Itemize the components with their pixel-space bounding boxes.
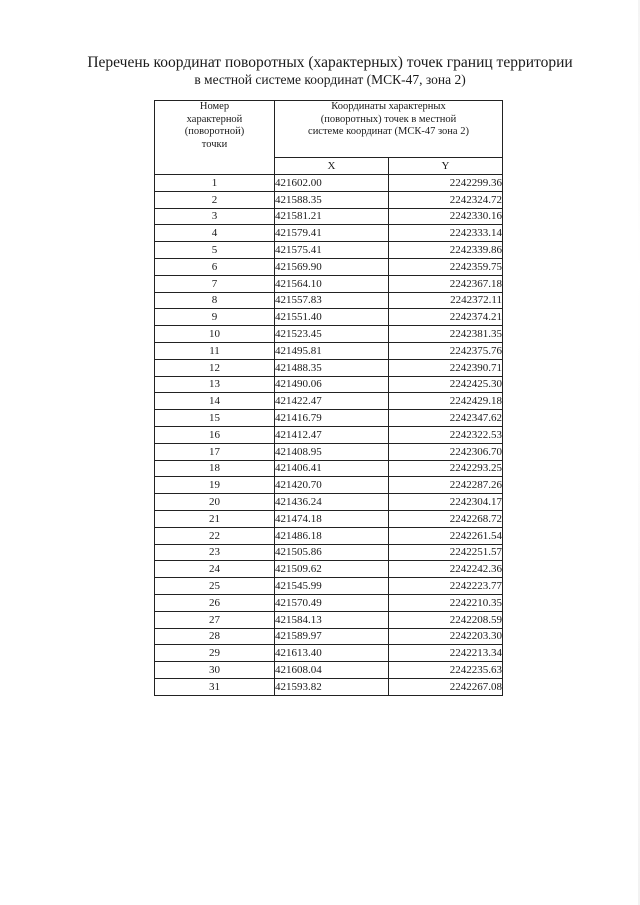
cell-point-number: 25	[155, 578, 275, 595]
cell-point-number: 5	[155, 242, 275, 259]
table-row	[155, 678, 503, 695]
cell-y: 2242381.35	[389, 326, 503, 343]
cell-y: 2242390.71	[389, 359, 503, 376]
cell-y: 2242293.25	[389, 460, 503, 477]
cell-y: 2242339.86	[389, 242, 503, 259]
table-row	[155, 561, 503, 578]
header-num-line: (поворотной)	[184, 126, 245, 137]
cell-y: 2242322.53	[389, 426, 503, 443]
cell-x: 421575.41	[275, 242, 389, 259]
cell-y: 2242367.18	[389, 275, 503, 292]
table-row	[155, 376, 503, 393]
cell-point-number: 13	[155, 376, 275, 393]
table-row	[155, 443, 503, 460]
table-row	[155, 510, 503, 527]
cell-y: 2242347.62	[389, 410, 503, 427]
cell-y: 2242324.72	[389, 191, 503, 208]
table-row	[155, 628, 503, 645]
table-row	[155, 645, 503, 662]
cell-point-number: 22	[155, 527, 275, 544]
table-row	[155, 460, 503, 477]
table-row	[155, 292, 503, 309]
table-row	[155, 275, 503, 292]
cell-x: 421436.24	[275, 494, 389, 511]
cell-point-number: 16	[155, 426, 275, 443]
cell-y: 2242306.70	[389, 443, 503, 460]
table-row	[155, 527, 503, 544]
cell-x: 421474.18	[275, 510, 389, 527]
cell-x: 421589.97	[275, 628, 389, 645]
header-coords-line: Координаты характерных	[331, 101, 446, 112]
cell-point-number: 28	[155, 628, 275, 645]
cell-x: 421613.40	[275, 645, 389, 662]
cell-y: 2242374.21	[389, 309, 503, 326]
table-row	[155, 208, 503, 225]
cell-x: 421412.47	[275, 426, 389, 443]
cell-x: 421486.18	[275, 527, 389, 544]
cell-x: 421545.99	[275, 578, 389, 595]
table-row	[155, 426, 503, 443]
table-row	[155, 611, 503, 628]
cell-y: 2242208.59	[389, 611, 503, 628]
cell-x: 421420.70	[275, 477, 389, 494]
cell-point-number: 17	[155, 443, 275, 460]
cell-x: 421557.83	[275, 292, 389, 309]
cell-point-number: 23	[155, 544, 275, 561]
table-row	[155, 410, 503, 427]
cell-y: 2242304.17	[389, 494, 503, 511]
cell-point-number: 29	[155, 645, 275, 662]
document-title: Перечень координат поворотных (характерных) точек границ территории	[87, 54, 573, 71]
table-row	[155, 662, 503, 679]
cell-point-number: 21	[155, 510, 275, 527]
cell-point-number: 20	[155, 494, 275, 511]
cell-y: 2242429.18	[389, 393, 503, 410]
cell-point-number: 7	[155, 275, 275, 292]
cell-point-number: 15	[155, 410, 275, 427]
cell-x: 421584.13	[275, 611, 389, 628]
coordinates-table	[154, 100, 503, 696]
cell-point-number: 4	[155, 225, 275, 242]
cell-x: 421564.10	[275, 275, 389, 292]
cell-y: 2242359.75	[389, 258, 503, 275]
cell-y: 2242210.35	[389, 594, 503, 611]
cell-y: 2242203.30	[389, 628, 503, 645]
cell-y: 2242372.11	[389, 292, 503, 309]
cell-x: 421416.79	[275, 410, 389, 427]
cell-point-number: 24	[155, 561, 275, 578]
table-body	[155, 175, 503, 696]
cell-point-number: 8	[155, 292, 275, 309]
header-y: Y	[389, 158, 503, 175]
cell-point-number: 2	[155, 191, 275, 208]
cell-y: 2242251.57	[389, 544, 503, 561]
cell-point-number: 14	[155, 393, 275, 410]
cell-x: 421488.35	[275, 359, 389, 376]
cell-x: 421422.47	[275, 393, 389, 410]
cell-x: 421490.06	[275, 376, 389, 393]
table-row	[155, 326, 503, 343]
cell-x: 421509.62	[275, 561, 389, 578]
header-num-line: точки	[201, 138, 228, 150]
table-row	[155, 225, 503, 242]
cell-point-number: 12	[155, 359, 275, 376]
cell-point-number: 10	[155, 326, 275, 343]
cell-x: 421579.41	[275, 225, 389, 242]
cell-x: 421408.95	[275, 443, 389, 460]
table-row	[155, 191, 503, 208]
document-subtitle: в местной системе координат (МСК-47, зона 2)	[194, 72, 466, 87]
cell-y: 2242299.36	[389, 175, 503, 192]
cell-x: 421523.45	[275, 326, 389, 343]
table-row	[155, 544, 503, 561]
header-point-number	[155, 101, 275, 175]
cell-y: 2242235.63	[389, 662, 503, 679]
cell-x: 421551.40	[275, 309, 389, 326]
table-row	[155, 494, 503, 511]
header-coordinates	[275, 101, 503, 158]
cell-x: 421505.86	[275, 544, 389, 561]
table-row	[155, 393, 503, 410]
cell-point-number: 6	[155, 258, 275, 275]
cell-y: 2242268.72	[389, 510, 503, 527]
cell-point-number: 18	[155, 460, 275, 477]
table-row	[155, 578, 503, 595]
cell-y: 2242375.76	[389, 342, 503, 359]
cell-x: 421588.35	[275, 191, 389, 208]
table-row	[155, 175, 503, 192]
cell-x: 421570.49	[275, 594, 389, 611]
cell-point-number: 30	[155, 662, 275, 679]
cell-x: 421593.82	[275, 678, 389, 695]
cell-x: 421569.90	[275, 258, 389, 275]
table-row	[155, 242, 503, 259]
cell-y: 2242333.14	[389, 225, 503, 242]
cell-y: 2242267.08	[389, 678, 503, 695]
header-x: X	[275, 158, 389, 175]
cell-point-number: 27	[155, 611, 275, 628]
cell-point-number: 11	[155, 342, 275, 359]
cell-y: 2242425.30	[389, 376, 503, 393]
table-row	[155, 594, 503, 611]
cell-y: 2242261.54	[389, 527, 503, 544]
table-row	[155, 309, 503, 326]
header-coords-line: (поворотных) точек в местной	[320, 113, 457, 125]
cell-point-number: 31	[155, 678, 275, 695]
cell-point-number: 9	[155, 309, 275, 326]
table-row	[155, 477, 503, 494]
cell-x: 421608.04	[275, 662, 389, 679]
cell-y: 2242223.77	[389, 578, 503, 595]
cell-point-number: 26	[155, 594, 275, 611]
cell-x: 421581.21	[275, 208, 389, 225]
table-row	[155, 258, 503, 275]
cell-y: 2242287.26	[389, 477, 503, 494]
header-num-line: Номер	[199, 101, 230, 112]
cell-point-number: 1	[155, 175, 275, 192]
cell-point-number: 3	[155, 208, 275, 225]
cell-x: 421602.00	[275, 175, 389, 192]
cell-x: 421406.41	[275, 460, 389, 477]
cell-y: 2242330.16	[389, 208, 503, 225]
header-num-line: характерной	[186, 113, 243, 125]
cell-y: 2242213.34	[389, 645, 503, 662]
cell-point-number: 19	[155, 477, 275, 494]
table-row	[155, 359, 503, 376]
cell-y: 2242242.36	[389, 561, 503, 578]
table-row	[155, 342, 503, 359]
header-coords-line: системе координат (МСК-47 зона 2)	[308, 126, 469, 137]
cell-x: 421495.81	[275, 342, 389, 359]
